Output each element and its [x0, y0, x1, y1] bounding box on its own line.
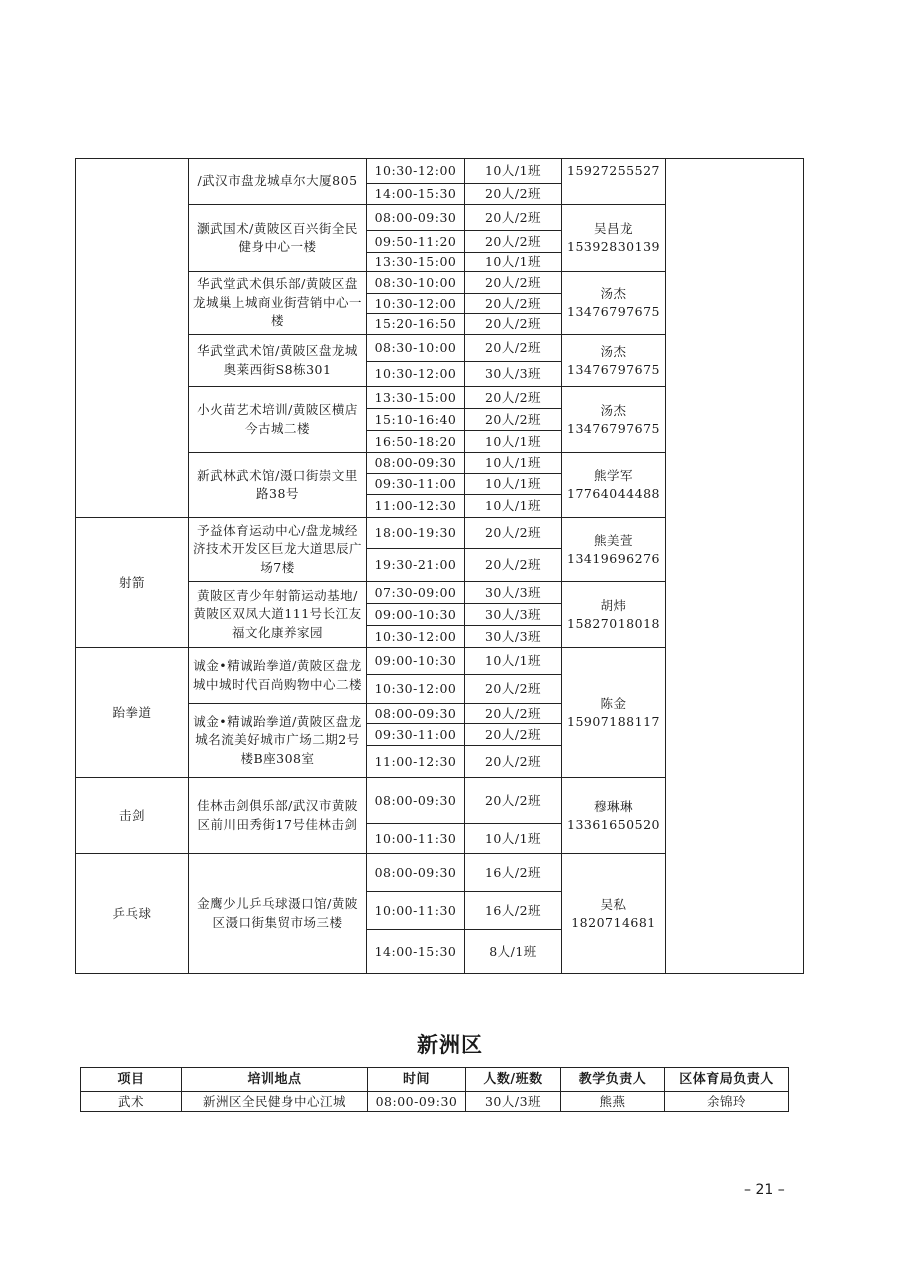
- session-people: 10人/1班: [465, 474, 562, 495]
- training-location: 金鹰少儿乒乓球滠口馆/黄陂区滠口街集贸市场三楼: [189, 854, 367, 974]
- training-location: 诚金•精诚跆拳道/黄陂区盘龙城中城时代百尚购物中心二楼: [189, 648, 367, 704]
- session-time: 08:30-10:00: [367, 335, 465, 362]
- session-time: 14:00-15:30: [367, 184, 465, 205]
- teacher-contact: 穆琳琳13361650520: [562, 778, 666, 854]
- column-header-time: 时间: [368, 1068, 466, 1092]
- teacher-contact: 汤杰13476797675: [562, 387, 666, 453]
- session-time: 10:30-12:00: [367, 675, 465, 704]
- session-people: 10人/1班: [465, 159, 562, 184]
- session-time: 18:00-19:30: [367, 518, 465, 549]
- session-people: 20人/2班: [465, 205, 562, 231]
- session-time: 07:30-09:00: [367, 582, 465, 604]
- session-people: 10人/1班: [465, 824, 562, 854]
- session-people: 20人/2班: [465, 409, 562, 431]
- table-row: [81, 1092, 789, 1112]
- session-time: 10:30-12:00: [367, 159, 465, 184]
- teacher-contact: 熊学军17764044488: [562, 453, 666, 518]
- session-people: 10人/1班: [465, 431, 562, 453]
- session-time: 08:00-09:30: [367, 854, 465, 892]
- teacher-contact: 吴昌龙15392830139: [562, 205, 666, 272]
- project-cell: 武术: [81, 1092, 182, 1112]
- session-people: 16人/2班: [465, 854, 562, 892]
- bureau-contact: 余锦玲: [665, 1092, 789, 1112]
- teacher-contact: 吴私1820714681: [562, 854, 666, 974]
- session-people: 20人/2班: [465, 231, 562, 253]
- session-people: 10人/1班: [465, 453, 562, 474]
- project-cell: 击剑: [76, 778, 189, 854]
- session-time: 11:00-12:30: [367, 746, 465, 778]
- session-time: 19:30-21:00: [367, 549, 465, 582]
- teacher-contact: 汤杰13476797675: [562, 335, 666, 387]
- training-location: 诚金•精诚跆拳道/黄陂区盘龙城名流美好城市广场二期2号楼B座308室: [189, 704, 367, 778]
- teacher-contact: 熊美萱13419696276: [562, 518, 666, 582]
- session-time: 15:20-16:50: [367, 314, 465, 335]
- teacher-contact: 胡炜15827018018: [562, 582, 666, 648]
- session-time: 08:00-09:30: [368, 1092, 466, 1112]
- session-time: 09:50-11:20: [367, 231, 465, 253]
- training-location: 予益体育运动中心/盘龙城经济技术开发区巨龙大道思辰广场7楼: [189, 518, 367, 582]
- district-title: 新洲区: [417, 1033, 483, 1057]
- session-people: 20人/2班: [465, 549, 562, 582]
- session-people: 20人/2班: [465, 314, 562, 335]
- session-time: 08:30-10:00: [367, 272, 465, 294]
- column-header-project: 项目: [81, 1068, 182, 1092]
- district-schedule-table: [80, 1067, 789, 1112]
- project-cell: [76, 159, 189, 518]
- training-location: 华武堂武术馆/黄陂区盘龙城奥莱西街S8栋301: [189, 335, 367, 387]
- teacher-contact: 15927255527: [562, 159, 666, 205]
- session-time: 14:00-15:30: [367, 930, 465, 974]
- session-time: 16:50-18:20: [367, 431, 465, 453]
- session-people: 30人/3班: [465, 582, 562, 604]
- column-header-bureau: 区体育局负责人: [665, 1068, 789, 1092]
- session-time: 10:30-12:00: [367, 362, 465, 387]
- session-people: 10人/1班: [465, 495, 562, 518]
- column-header-teacher: 教学负责人: [561, 1068, 665, 1092]
- teacher-contact: 汤杰13476797675: [562, 272, 666, 335]
- training-location: 小火苗艺术培训/黄陂区横店今古城二楼: [189, 387, 367, 453]
- session-time: 08:00-09:30: [367, 205, 465, 231]
- session-people: 30人/3班: [465, 626, 562, 648]
- session-time: 10:30-12:00: [367, 626, 465, 648]
- training-location: 新武林武术馆/滠口街崇文里路38号: [189, 453, 367, 518]
- session-time: 11:00-12:30: [367, 495, 465, 518]
- page-number: – 21 –: [744, 1182, 785, 1198]
- session-time: 13:30-15:00: [367, 387, 465, 409]
- session-people: 10人/1班: [465, 648, 562, 675]
- session-time: 10:00-11:30: [367, 892, 465, 930]
- training-location: 新洲区全民健身中心江城: [182, 1092, 368, 1112]
- session-people: 20人/2班: [465, 675, 562, 704]
- session-time: 09:30-11:00: [367, 724, 465, 746]
- training-schedule-table: [75, 158, 804, 974]
- session-time: 09:00-10:30: [367, 648, 465, 675]
- training-location: 佳林击剑俱乐部/武汉市黄陂区前川田秀街17号佳林击剑: [189, 778, 367, 854]
- session-time: 08:00-09:30: [367, 704, 465, 724]
- project-cell: 射箭: [76, 518, 189, 648]
- session-people: 20人/2班: [465, 746, 562, 778]
- session-time: 09:00-10:30: [367, 604, 465, 626]
- session-people: 20人/2班: [465, 518, 562, 549]
- session-people: 20人/2班: [465, 724, 562, 746]
- session-time: 08:00-09:30: [367, 453, 465, 474]
- session-time: 13:30-15:00: [367, 253, 465, 272]
- session-people: 20人/2班: [465, 387, 562, 409]
- training-location: /武汉市盘龙城卓尔大厦805: [189, 159, 367, 205]
- bureau-contact-cell: [666, 159, 804, 974]
- session-people: 20人/2班: [465, 335, 562, 362]
- project-cell: 乒乓球: [76, 854, 189, 974]
- session-people: 20人/2班: [465, 704, 562, 724]
- session-people: 20人/2班: [465, 184, 562, 205]
- column-header-people: 人数/班数: [466, 1068, 561, 1092]
- training-location: 华武堂武术俱乐部/黄陂区盘龙城巢上城商业街营销中心一楼: [189, 272, 367, 335]
- session-time: 09:30-11:00: [367, 474, 465, 495]
- session-people: 8人/1班: [465, 930, 562, 974]
- session-time: 15:10-16:40: [367, 409, 465, 431]
- session-people: 30人/3班: [465, 604, 562, 626]
- session-people: 20人/2班: [465, 272, 562, 294]
- training-location: 黄陂区青少年射箭运动基地/黄陂区双凤大道111号长江友福文化康养家园: [189, 582, 367, 648]
- session-time: 10:00-11:30: [367, 824, 465, 854]
- session-people: 20人/2班: [465, 294, 562, 314]
- session-time: 10:30-12:00: [367, 294, 465, 314]
- training-location: 灏武国术/黄陂区百兴街全民健身中心一楼: [189, 205, 367, 272]
- session-people: 10人/1班: [465, 253, 562, 272]
- session-people: 30人/3班: [465, 362, 562, 387]
- project-cell: 跆拳道: [76, 648, 189, 778]
- session-people: 30人/3班: [466, 1092, 561, 1112]
- column-header-location: 培训地点: [182, 1068, 368, 1092]
- teacher-contact: 陈金15907188117: [562, 648, 666, 778]
- teacher-contact: 熊燕: [561, 1092, 665, 1112]
- session-time: 08:00-09:30: [367, 778, 465, 824]
- session-people: 16人/2班: [465, 892, 562, 930]
- session-people: 20人/2班: [465, 778, 562, 824]
